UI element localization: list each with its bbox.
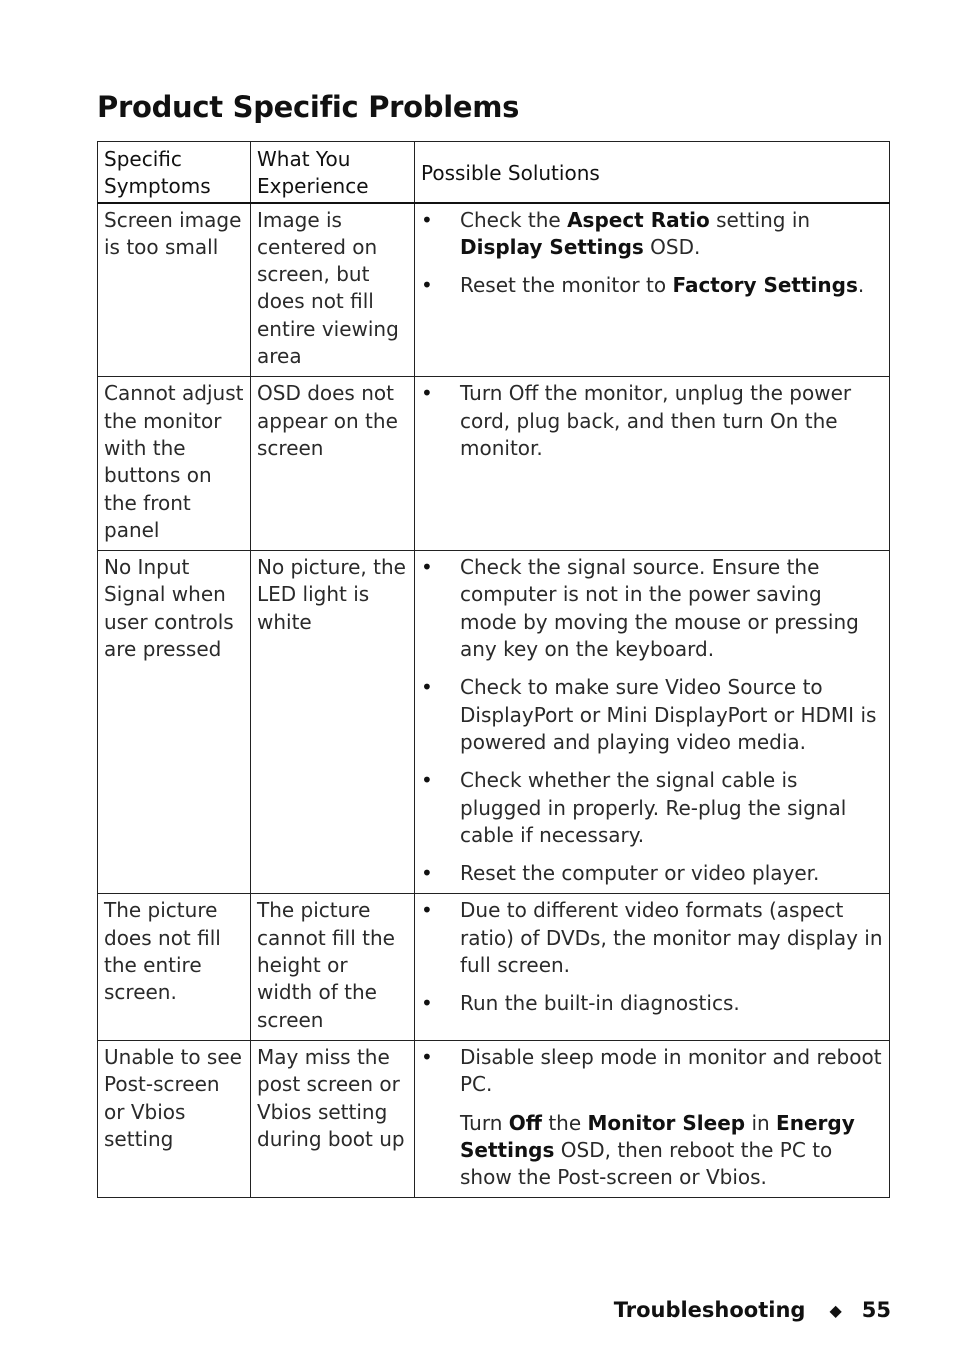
footer-section: Troubleshooting [613,1298,806,1322]
solution-item [421,674,883,756]
solution-text: in [745,1110,777,1135]
solution-text: Run the built-in diagnostics. [460,991,740,1016]
header-specific-symptoms: Specific Symptoms [98,142,251,203]
table-body [98,203,890,1198]
solution-text: . [857,273,865,298]
solution-emphasis: Monitor Sleep [587,1110,746,1135]
symptom-cell: No Input Signal when user controls are pressed [98,551,251,894]
solution-text: OSD, then reboot the PC to show the Post-screen or Vbios. [460,1137,833,1190]
solutions-cell [415,894,890,1040]
solution-item [421,860,883,887]
symptom-cell: Unable to see Post-screen or Vbios setting [98,1040,251,1197]
experience-cell: Image is centered on screen, but does not fill entire viewing area [251,203,415,377]
solution-emphasis: Factory Settings [672,273,858,298]
solution-item [421,380,883,462]
solution-text: Reset the monitor to [460,273,673,298]
page-footer [614,1298,891,1322]
solution-emphasis: Energy Settings [460,1110,855,1162]
page-title: Product Specific Problems [97,90,520,124]
solution-item [421,554,883,663]
solution-emphasis: Aspect Ratio [567,207,710,232]
solutions-list [421,1044,883,1191]
solutions-cell [415,1040,890,1197]
solutions-list [421,380,883,462]
solution-item [421,897,883,979]
table-row [98,551,890,894]
solution-text: Turn Off the monitor, unplug the power cord, plug back, and then turn On the monitor. [460,381,852,460]
solution-item [421,1044,883,1099]
solution-text: Check to make sure Video Source to DisplayPort or Mini DisplayPort or HDMI is powered and playing video media. [460,675,877,754]
solutions-list [421,554,883,887]
table-row [98,894,890,1040]
solutions-cell [415,551,890,894]
table-header-row [98,142,890,203]
solution-item [421,207,883,262]
solution-text: Turn [460,1110,509,1135]
solutions-cell [415,203,890,377]
table-row [98,203,890,377]
header-what-you-experience: What You Experience [251,142,415,203]
solution-text: Check the signal source. Ensure the computer is not in the power saving mode by moving the mouse or pressing any key on the keyboard. [460,555,859,662]
symptom-cell: Cannot adjust the monitor with the buttons on the front panel [98,377,251,551]
solution-item [421,767,883,849]
solution-emphasis: Off [508,1110,542,1135]
solutions-list [421,207,883,300]
solution-text: setting in [709,207,811,232]
table-row [98,1040,890,1197]
experience-cell: No picture, the LED light is white [251,551,415,894]
solution-text: Check whether the signal cable is plugged in properly. Re-plug the signal cable if necessary. [460,768,847,847]
experience-cell: OSD does not appear on the screen [251,377,415,551]
problems-table [97,141,890,1198]
solutions-cell [415,377,890,551]
solution-text: Due to different video formats (aspect ratio) of DVDs, the monitor may display in full screen. [460,898,883,978]
diamond-icon: ◆ [829,1300,842,1320]
symptom-cell: The picture does not fill the entire screen. [98,894,251,1040]
solution-item [421,990,883,1017]
experience-cell: The picture cannot fill the height or width of the screen [251,894,415,1040]
solution-text: the [541,1110,588,1135]
page-number: 55 [861,1298,891,1322]
solution-text: Disable sleep mode in monitor and reboot PC. [460,1044,882,1097]
solution-emphasis: Display Settings [460,234,644,259]
solution-text: Check the [460,207,568,232]
solution-text: Reset the computer or video player. [460,861,820,886]
solutions-list [421,897,883,1017]
solution-text: OSD. [643,234,701,259]
header-possible-solutions: Possible Solutions [415,142,890,203]
symptom-cell: Screen image is too small [98,203,251,377]
experience-cell: May miss the post screen or Vbios setting during boot up [251,1040,415,1197]
solution-item [421,1110,883,1192]
table-row [98,377,890,551]
solution-item [421,272,883,299]
